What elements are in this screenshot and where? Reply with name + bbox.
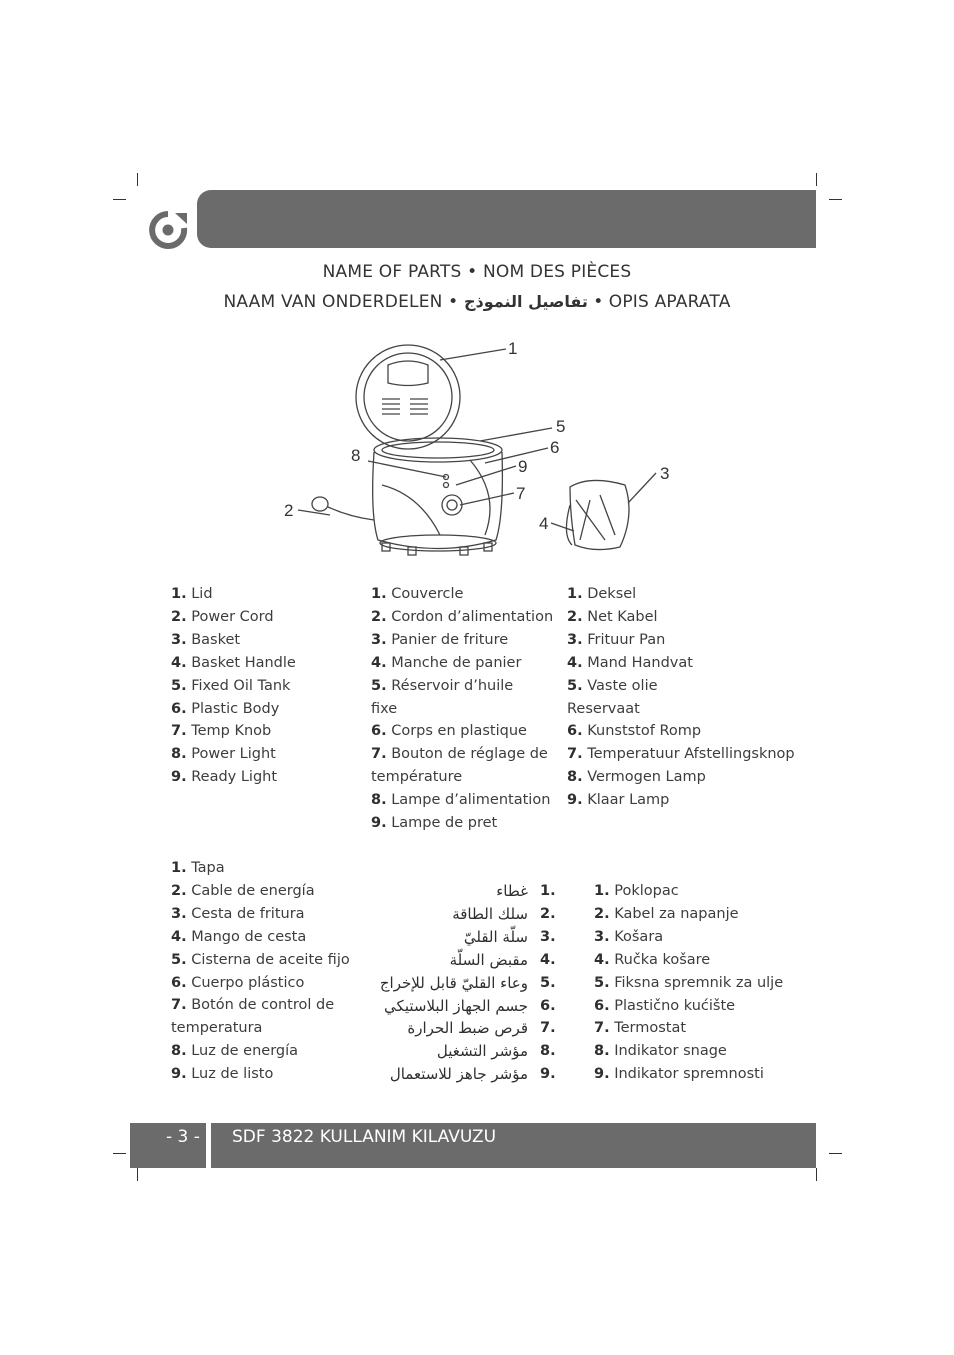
list-number: 7.: [540, 1020, 556, 1037]
list-item: 8. Indikator snage: [594, 1043, 727, 1060]
list-item: 4. Manche de panier: [371, 654, 522, 671]
list-number: 2.: [540, 905, 556, 922]
parts-list-croatian: [594, 880, 783, 1086]
callout-6: 6: [550, 438, 560, 457]
list-item: وعاء القليّ قابل للإخراج: [379, 973, 528, 992]
list-item: fixe: [371, 700, 398, 717]
list-item: غطاء: [496, 882, 528, 900]
crop-mark: [829, 199, 842, 200]
list-item: 3. Panier de friture: [371, 631, 509, 648]
crop-mark: [137, 1168, 138, 1181]
list-item: 2. Cable de energía: [171, 882, 315, 899]
parts-list-arabic-numbers: [540, 880, 556, 1086]
callout-9: 9: [518, 457, 528, 476]
title-arabic: تفاصيل النموذج: [464, 292, 588, 311]
list-item: 9. Luz de listo: [171, 1066, 274, 1083]
list-item: 5. Fixed Oil Tank: [171, 677, 291, 694]
parts-list-dutch: [567, 583, 795, 812]
page-number: - 3 -: [166, 1127, 200, 1147]
list-item: 8. Power Light: [171, 746, 276, 763]
list-item: 4. Mango de cesta: [171, 928, 307, 945]
list-number: 5.: [540, 974, 556, 991]
brand-logo-icon: [148, 211, 188, 249]
page-title-line-2: [0, 292, 954, 312]
list-item: 9. Ready Light: [171, 769, 278, 786]
list-number: 6.: [540, 997, 556, 1014]
list-item: 6. Plastično kućište: [594, 997, 736, 1014]
list-item: 3. Frituur Pan: [567, 631, 666, 648]
list-item: 3. Cesta de fritura: [171, 905, 305, 922]
list-item: 7. Botón de control de: [171, 997, 335, 1014]
list-item: 6. Corps en plastique: [371, 723, 527, 740]
list-item: 4. Ručka košare: [594, 951, 711, 968]
list-item: 2. Cordon d’alimentation: [371, 608, 554, 625]
callout-1: 1: [508, 339, 518, 358]
list-item: 6. Kunststof Romp: [567, 723, 702, 740]
list-item: temperatura: [171, 1020, 263, 1037]
fryer-illustration: [270, 335, 690, 565]
crop-mark: [816, 1168, 817, 1181]
crop-mark: [829, 1153, 842, 1154]
list-number: 8.: [540, 1043, 556, 1060]
callout-7: 7: [516, 484, 526, 503]
list-item: سلّة القليّ: [463, 927, 528, 946]
page-title-line-1: [0, 262, 954, 282]
parts-list-french: [371, 583, 553, 835]
callout-5: 5: [556, 417, 566, 436]
list-number: 3.: [540, 928, 556, 945]
list-item: 7. Temp Knob: [171, 723, 272, 740]
callout-3: 3: [660, 464, 670, 483]
list-item: 8. Lampe d’alimentation: [371, 792, 551, 809]
callout-8: 8: [351, 446, 361, 465]
header-bar: [197, 190, 816, 248]
list-item: 8. Vermogen Lamp: [567, 769, 706, 786]
list-item: قرص ضبط الحرارة: [407, 1019, 528, 1038]
list-item: مؤشر التشغيل: [436, 1042, 528, 1061]
list-item: جسم الجهاز البلاستيكي: [384, 996, 528, 1015]
list-item: 9. Indikator spremnosti: [594, 1066, 764, 1083]
list-item: 2. Net Kabel: [567, 608, 658, 625]
title-suffix: • OPIS APARATA: [587, 292, 731, 312]
list-number: 1.: [540, 883, 556, 899]
list-item: Reservaat: [567, 700, 640, 717]
callout-2: 2: [284, 501, 294, 520]
list-item: 2. Power Cord: [171, 608, 274, 625]
list-item: 1. Couvercle: [371, 586, 464, 602]
list-item: 1. Deksel: [567, 586, 637, 602]
list-item: 9. Klaar Lamp: [567, 792, 670, 809]
list-item: température: [371, 769, 463, 786]
list-item: 5. Réservoir d’huile: [371, 677, 514, 694]
parts-list-english: [171, 583, 296, 789]
list-item: 7. Bouton de réglage de: [371, 746, 548, 763]
list-item: 1. Tapa: [171, 860, 225, 876]
list-item: 4. Basket Handle: [171, 654, 296, 671]
list-item: 6. Plastic Body: [171, 700, 280, 717]
list-item: 3. Basket: [171, 631, 241, 648]
list-number: 4.: [540, 951, 556, 968]
parts-list-spanish: [171, 857, 350, 1086]
parts-list-arabic: [350, 880, 528, 1086]
crop-mark: [816, 173, 817, 186]
list-item: 1. Poklopac: [594, 883, 679, 899]
title-prefix: NAAM VAN ONDERDELEN •: [223, 292, 464, 312]
crop-mark: [137, 173, 138, 186]
list-item: مؤشر جاهز للاستعمال: [389, 1065, 528, 1084]
list-item: مقبض السلّة: [449, 950, 528, 969]
crop-mark: [113, 1153, 126, 1154]
list-item: 1. Lid: [171, 586, 213, 602]
deep-fryer-diagram: [270, 335, 690, 565]
list-item: سلك الطاقة: [452, 904, 528, 923]
list-item: 5. Vaste olie: [567, 677, 658, 694]
list-item: 5. Cisterna de aceite fijo: [171, 951, 350, 968]
list-number: 9.: [540, 1066, 556, 1083]
title-text: NAME OF PARTS • NOM DES PIÈCES: [322, 262, 632, 282]
callout-4: 4: [539, 514, 549, 533]
crop-mark: [113, 199, 126, 200]
list-item: 3. Košara: [594, 928, 664, 945]
list-item: 8. Luz de energía: [171, 1043, 299, 1060]
list-item: 4. Mand Handvat: [567, 654, 693, 671]
list-item: 2. Kabel za napanje: [594, 905, 739, 922]
list-item: 7. Temperatuur Afstellingsknop: [567, 746, 795, 763]
list-item: 7. Termostat: [594, 1020, 687, 1037]
list-item: 5. Fiksna spremnik za ulje: [594, 974, 784, 991]
manual-title: SDF 3822 KULLANIM KILAVUZU: [232, 1127, 497, 1147]
list-item: 9. Lampe de pret: [371, 815, 498, 832]
list-item: 6. Cuerpo plástico: [171, 974, 305, 991]
